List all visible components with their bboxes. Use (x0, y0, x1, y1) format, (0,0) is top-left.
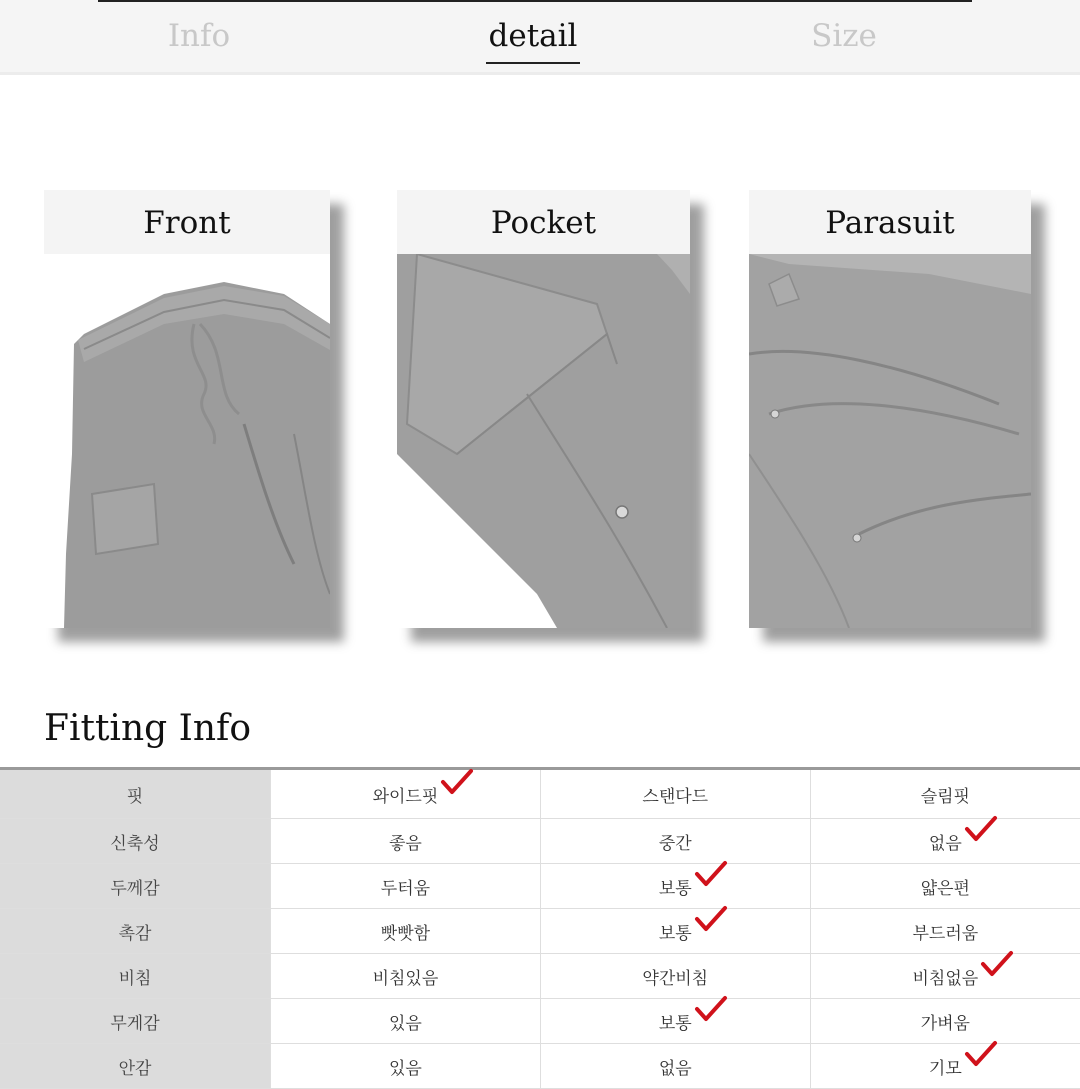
detail-card-pocket (397, 190, 690, 628)
check-mark-icon (694, 905, 728, 933)
fitting-option-wrap (921, 874, 970, 899)
parasuit-photo (749, 254, 1031, 628)
fitting-row-label: 비침 (0, 954, 271, 999)
fitting-option-cell (810, 954, 1080, 999)
check-mark-icon (694, 995, 728, 1023)
detail-card-parasuit (749, 190, 1031, 628)
fitting-option-wrap (912, 919, 978, 944)
fitting-option-wrap (389, 829, 422, 854)
detail-card-title: Pocket (397, 190, 690, 254)
fitting-option-wrap (659, 1009, 692, 1034)
tab-size[interactable]: Size (811, 18, 877, 54)
fitting-option-cell (810, 1044, 1080, 1089)
fitting-option-label: 있음 (388, 1058, 422, 1079)
fitting-option-wrap (929, 1054, 962, 1079)
fitting-option-label: 가벼움 (920, 1013, 970, 1034)
fitting-row (0, 819, 1080, 864)
fitting-row (0, 769, 1080, 819)
fitting-option-cell (540, 769, 810, 819)
fitting-option-cell (540, 909, 810, 954)
fitting-row (0, 999, 1080, 1044)
active-tab-underline (486, 62, 580, 64)
fitting-info-title: Fitting Info (44, 708, 252, 749)
tab-bar-top-rule (98, 0, 972, 2)
fitting-option-label: 없음 (928, 833, 962, 854)
fitting-option-wrap (642, 964, 708, 989)
tab-bar (0, 0, 1080, 75)
fitting-row-label: 핏 (0, 769, 271, 819)
fitting-option-cell (810, 909, 1080, 954)
fitting-option-cell (810, 864, 1080, 909)
fitting-option-wrap (381, 874, 430, 899)
fitting-option-label: 보통 (658, 923, 692, 944)
check-mark-icon (964, 815, 998, 843)
check-mark-icon (980, 950, 1014, 978)
fitting-option-cell (540, 819, 810, 864)
fitting-option-label: 빳빳함 (380, 923, 431, 944)
fitting-option-cell (810, 819, 1080, 864)
fitting-option-label: 없음 (658, 1058, 692, 1079)
fitting-option-label: 좋음 (388, 833, 422, 854)
fitting-option-cell (271, 864, 541, 909)
fitting-row (0, 954, 1080, 999)
fitting-option-cell (540, 1044, 810, 1089)
fitting-option-cell (810, 999, 1080, 1044)
fitting-option-wrap (659, 1054, 692, 1079)
fitting-option-wrap (929, 829, 962, 854)
tab-detail[interactable]: detail (488, 18, 578, 54)
fitting-option-label: 슬림핏 (920, 786, 970, 807)
check-mark-icon (440, 768, 474, 796)
fitting-option-wrap (373, 964, 439, 989)
fitting-row (0, 909, 1080, 954)
detail-card-front (44, 190, 330, 628)
fitting-option-wrap (659, 874, 692, 899)
fitting-option-label: 보통 (658, 878, 692, 899)
fitting-row-label: 촉감 (0, 909, 271, 954)
fitting-option-label: 약간비침 (642, 968, 709, 989)
fitting-option-cell (271, 819, 541, 864)
fitting-row-label: 무게감 (0, 999, 271, 1044)
fitting-option-cell (271, 1044, 541, 1089)
fitting-option-wrap (389, 1009, 422, 1034)
fitting-option-label: 보통 (658, 1013, 692, 1034)
fitting-option-wrap (642, 782, 708, 807)
fitting-option-label: 두터움 (380, 878, 431, 899)
fitting-option-label: 와이드핏 (372, 786, 439, 807)
front-photo (44, 254, 330, 628)
fitting-option-label: 비침있음 (372, 968, 439, 989)
fitting-row (0, 1044, 1080, 1089)
fitting-option-cell (271, 954, 541, 999)
fitting-row-label: 신축성 (0, 819, 271, 864)
fitting-option-label: 중간 (658, 833, 692, 854)
fitting-option-wrap (659, 829, 692, 854)
fitting-row-label: 안감 (0, 1044, 271, 1089)
fitting-option-label: 기모 (928, 1058, 962, 1079)
fitting-option-wrap (389, 1054, 422, 1079)
fitting-option-label: 얇은편 (920, 878, 970, 899)
fitting-option-cell (540, 954, 810, 999)
fitting-option-wrap (659, 919, 692, 944)
fitting-row-label: 두께감 (0, 864, 271, 909)
fitting-option-cell (540, 864, 810, 909)
check-mark-icon (694, 860, 728, 888)
fitting-option-cell (271, 999, 541, 1044)
fitting-option-cell (271, 769, 541, 819)
fitting-option-cell (810, 769, 1080, 819)
detail-card-title: Parasuit (749, 190, 1031, 254)
tab-info[interactable]: Info (167, 18, 231, 54)
pocket-photo (397, 254, 690, 628)
check-mark-icon (964, 1040, 998, 1068)
fitting-option-wrap (381, 919, 430, 944)
fitting-row (0, 864, 1080, 909)
fitting-option-cell (540, 999, 810, 1044)
fitting-option-cell (271, 909, 541, 954)
fitting-option-wrap (921, 1009, 970, 1034)
fitting-option-label: 비침없음 (912, 968, 979, 989)
fitting-option-label: 부드러움 (912, 923, 979, 944)
fitting-option-label: 있음 (388, 1013, 422, 1034)
detail-card-title: Front (44, 190, 330, 254)
fitting-option-wrap (921, 782, 970, 807)
fitting-option-label: 스탠다드 (642, 786, 709, 807)
fitting-info-table (0, 767, 1080, 1089)
fitting-option-wrap (373, 782, 439, 807)
fitting-option-wrap (912, 964, 978, 989)
